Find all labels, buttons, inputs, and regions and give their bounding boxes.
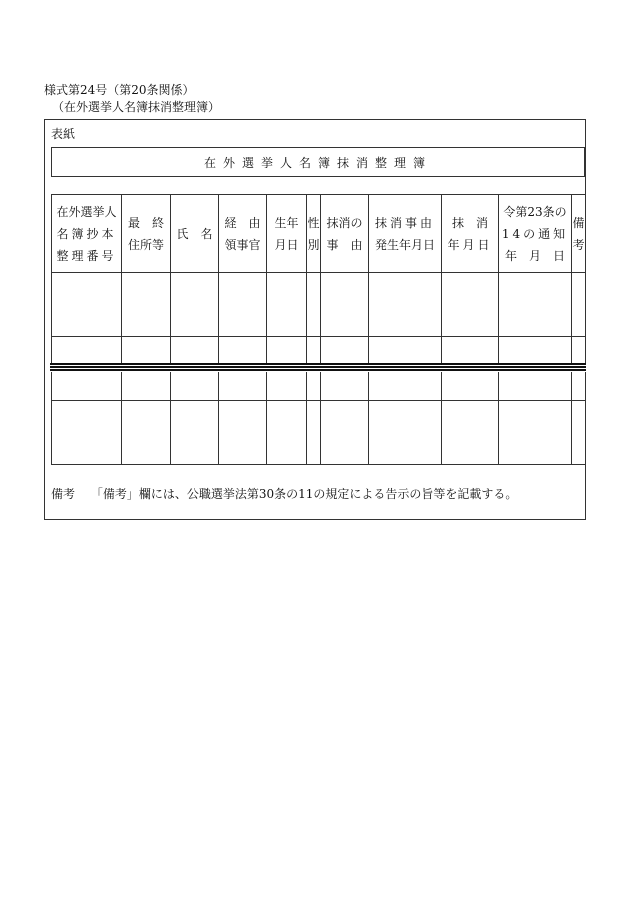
header-remarks — [572, 195, 586, 273]
header-deletion-reason-line-1: 抹消の — [326, 215, 363, 230]
header-sex-line-2: 別 — [307, 237, 320, 252]
break-line-bottom — [50, 369, 586, 371]
header-consul — [219, 195, 267, 273]
header-name — [171, 195, 219, 273]
header-deletion-date-line-2: 年月日 — [447, 237, 493, 252]
cover-label: 表紙 — [51, 127, 76, 141]
table-break-marker — [50, 363, 586, 372]
header-reason-date-line-2: 発生年月日 — [374, 237, 435, 252]
remarks-note — [51, 487, 517, 501]
header-roster-number — [52, 195, 122, 273]
header-deletion-reason — [321, 195, 369, 273]
header-deletion-reason-line-2: 事 由 — [326, 237, 363, 252]
header-name-line-1: 氏 名 — [176, 226, 213, 241]
remarks-note-label: 備考 — [51, 487, 76, 501]
header-sex-line-1: 性 — [307, 215, 320, 230]
form-subtitle: （在外選挙人名簿抹消整理簿） — [52, 100, 221, 114]
header-birth-date-line-2: 月日 — [274, 237, 299, 252]
header-remarks-line-1: 備 — [572, 215, 585, 230]
form-number: 様式第24号（第20条関係） — [44, 83, 195, 97]
header-birth-date-line-1: 生年 — [274, 215, 299, 230]
header-birth-date — [267, 195, 307, 273]
header-reason-date-line-1: 抹消事由 — [374, 215, 435, 230]
header-last-address — [122, 195, 171, 273]
header-deletion-date-line-1: 抹 消 — [451, 215, 488, 230]
table-row — [52, 401, 586, 465]
header-last-address-line-2: 住所等 — [127, 237, 164, 252]
break-line-top — [50, 363, 586, 365]
header-deletion-date — [442, 195, 499, 273]
break-line-middle — [50, 366, 586, 368]
header-reason-date — [369, 195, 442, 273]
register-table — [51, 194, 586, 465]
header-roster-number-line-2: 名簿抄本 — [56, 226, 117, 241]
header-notice-date-line-2: 14の通知 — [501, 226, 569, 241]
header-last-address-line-1: 最 終 — [127, 215, 164, 230]
header-notice-date-line-1: 令第23条の — [503, 204, 567, 219]
header-notice-date-line-3: 年 月 日 — [504, 248, 565, 263]
header-row — [52, 195, 586, 273]
header-consul-line-1: 経 由 — [224, 215, 261, 230]
header-roster-number-line-1: 在外選挙人 — [56, 204, 117, 219]
header-consul-line-2: 領事官 — [224, 237, 261, 252]
register-title-text: 在外選挙人名簿抹消整理簿 — [203, 155, 432, 170]
remarks-note-text: 「備考」欄には、公職選挙法第30条の11の規定による告示の旨等を記載する。 — [90, 487, 518, 501]
header-notice-date — [499, 195, 572, 273]
register-title — [51, 147, 585, 177]
header-sex — [307, 195, 321, 273]
table-row — [52, 273, 586, 337]
header-roster-number-line-3: 整理番号 — [56, 248, 117, 263]
header-remarks-line-2: 考 — [572, 237, 585, 252]
